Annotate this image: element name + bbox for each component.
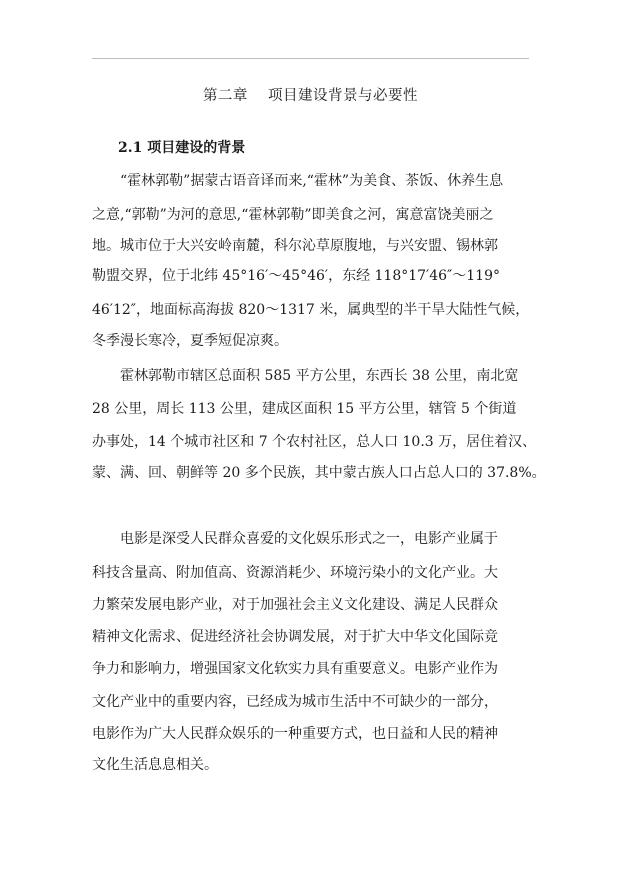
paragraph-2-line: 霍林郭勒市辖区总面积 585 平方公里，东西长 38 公里，南北宽: [120, 368, 519, 384]
paragraph-1-line: 冬季漫长寒冷，夏季短促凉爽。: [92, 333, 288, 349]
paragraph-1-line: 之意,“郭勒”为河的意思,“霍林郭勒”即美食之河，寓意富饶美丽之: [92, 207, 494, 223]
paragraph-3-line: 科技含量高、附加值高、资源消耗少、环境污染小的文化产业。大: [92, 565, 498, 581]
paragraph-3-line: 力繁荣发展电影产业，对于加强社会主义文化建设、满足人民群众: [92, 597, 498, 613]
header-rule: [92, 58, 529, 59]
paragraph-1-line: 勒盟交界，位于北纬 45°16′～45°46′，东经 118°17′46″～119°: [92, 268, 500, 284]
paragraph-2-line: 办事处，14 个城市社区和 7 个农村社区，总人口 10.3 万，居住着汉、: [92, 434, 537, 450]
paragraph-1-line: 地。城市位于大兴安岭南麓，科尔沁草原腹地，与兴安盟、锡林郭: [92, 238, 498, 254]
paragraph-3-line: 文化产业中的重要内容，已经成为城市生活中不可缺少的一部分，: [92, 694, 498, 710]
chapter-title: 第二章 项目建设背景与必要性: [202, 88, 419, 104]
paragraph-1-line: “霍林郭勒”据蒙古语音译而来,“霍林”为美食、茶饭、休养生息: [120, 173, 504, 189]
section-heading: 2.1 项目建设的背景: [118, 140, 246, 156]
paragraph-3-line: 精神文化需求、促进经济社会协调发展，对于扩大中华文化国际竞: [92, 629, 498, 645]
paragraph-3-line: 电影是深受人民群众喜爱的文化娱乐形式之一，电影产业属于: [120, 531, 498, 547]
paragraph-3-line: 争力和影响力，增强国家文化软实力具有重要意义。电影产业作为: [92, 661, 498, 677]
paragraph-1-line: 46′12″，地面标高海拔 820～1317 米，属典型的半干旱大陆性气候，: [92, 302, 530, 318]
paragraph-3-line: 电影作为广大人民群众娱乐的一种重要方式，也日益和人民的精神: [92, 726, 498, 742]
paragraph-3-line: 文化生活息息相关。: [92, 757, 218, 773]
paragraph-2-line: 28 公里，周长 113 公里，建成区面积 15 平方公里，辖管 5 个街道: [92, 401, 517, 417]
paragraph-2-line: 蒙、满、回、朝鲜等 20 多个民族，其中蒙古族人口占总人口的 37.8%。: [92, 465, 546, 481]
